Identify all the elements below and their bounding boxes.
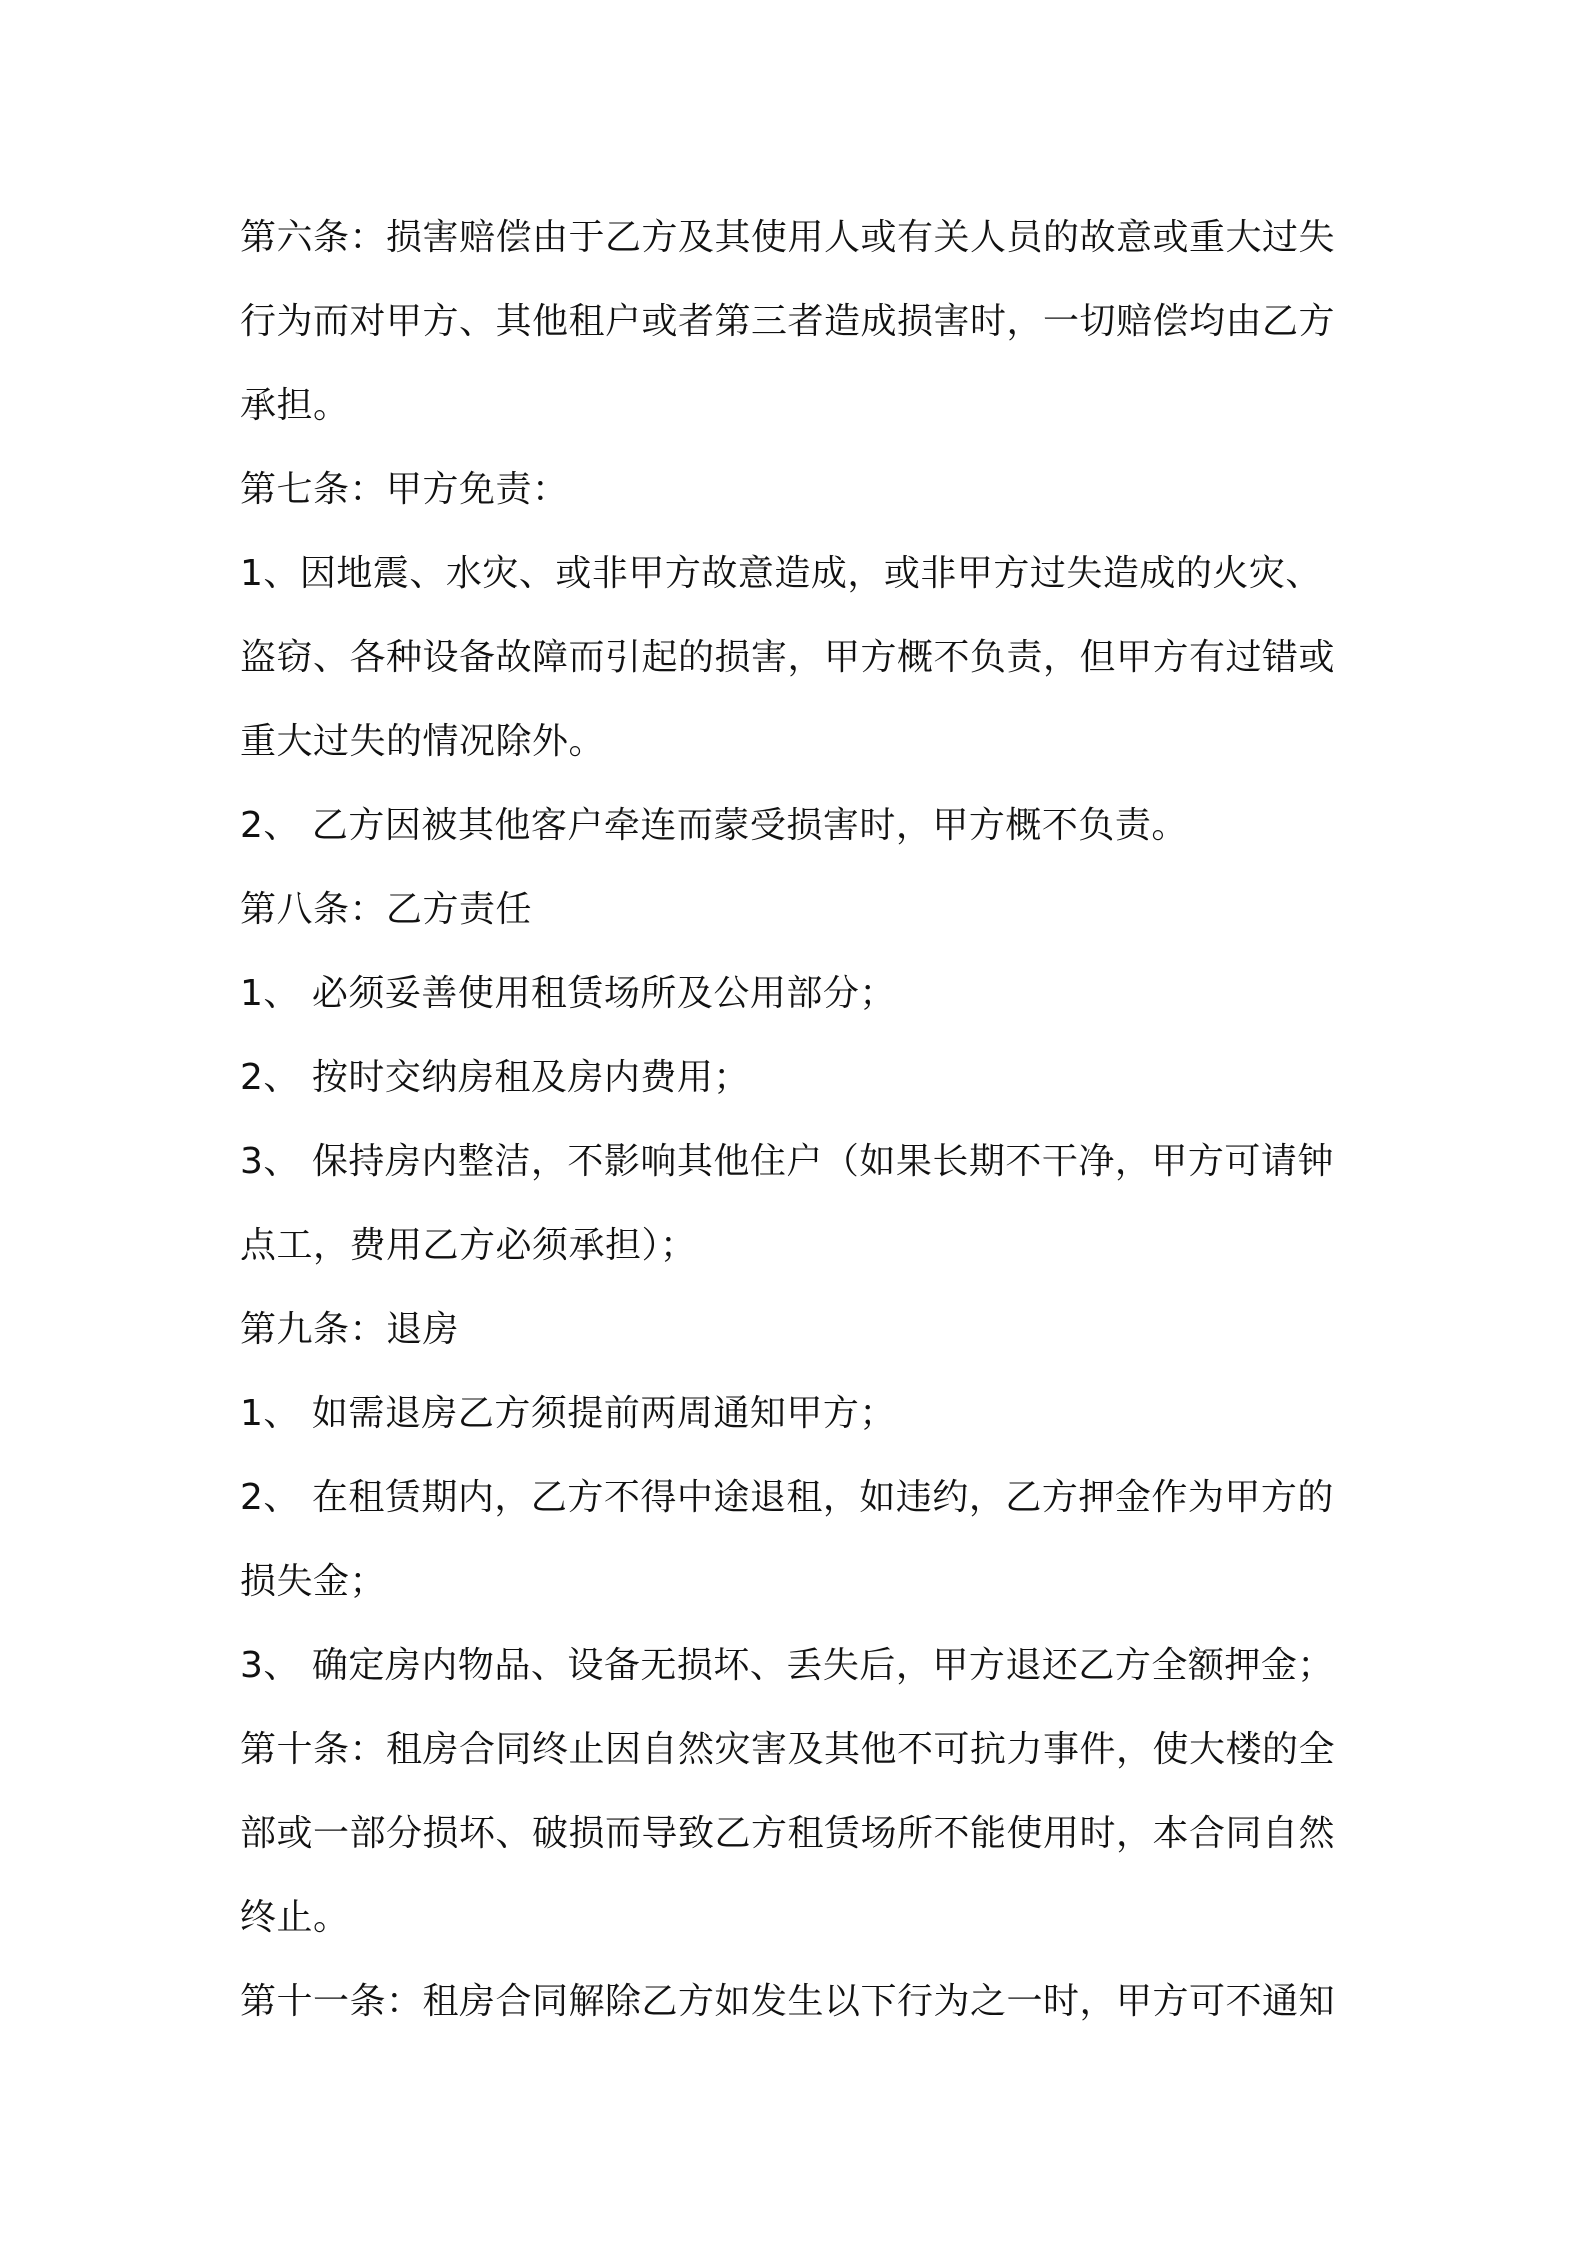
article-6-line-2: 行为而对甲方、其他租户或者第三者造成损害时，一切赔偿均由乙方 xyxy=(240,301,1336,342)
article-8-item-2: 2、 按时交纳房租及房内费用； xyxy=(240,1057,750,1098)
article-10-line-3: 终止。 xyxy=(240,1897,350,1938)
article-6-line-1: 第六条：损害赔偿由于乙方及其使用人或有关人员的故意或重大过失 xyxy=(240,217,1336,258)
article-6-line-3: 承担。 xyxy=(240,385,350,426)
article-10-line-2: 部或一部分损坏、破损而导致乙方租赁场所不能使用时，本合同自然 xyxy=(240,1813,1336,1854)
article-7-item-1-line-2: 盗窃、各种设备故障而引起的损害，甲方概不负责，但甲方有过错或 xyxy=(240,637,1336,678)
article-9-item-2-line-2: 损失金； xyxy=(240,1561,387,1602)
article-9-item-2-line-1: 2、 在租赁期内，乙方不得中途退租，如违约，乙方押金作为甲方的 xyxy=(240,1477,1334,1518)
article-7-item-2: 2、 乙方因被其他客户牵连而蒙受损害时，甲方概不负责。 xyxy=(240,805,1188,846)
article-8-item-3-line-1: 3、 保持房内整洁，不影响其他住户（如果长期不干净，甲方可请钟 xyxy=(240,1141,1334,1182)
article-9-item-1: 1、 如需退房乙方须提前两周通知甲方； xyxy=(240,1393,896,1434)
article-9-heading: 第九条：退房 xyxy=(240,1309,460,1350)
article-8-item-1: 1、 必须妥善使用租赁场所及公用部分； xyxy=(240,973,896,1014)
article-8-item-3-line-2: 点工，费用乙方必须承担）； xyxy=(240,1225,697,1266)
article-7-item-1-line-3: 重大过失的情况除外。 xyxy=(240,721,606,762)
article-10-line-1: 第十条：租房合同终止因自然灾害及其他不可抗力事件，使大楼的全 xyxy=(240,1729,1336,1770)
article-11-line-1: 第十一条：租房合同解除乙方如发生以下行为之一时，甲方可不通知 xyxy=(240,1981,1336,2022)
document-body xyxy=(240,196,1355,2044)
article-7-heading: 第七条：甲方免责： xyxy=(240,469,569,510)
article-8-heading: 第八条：乙方责任 xyxy=(240,889,533,930)
article-9-item-3: 3、 确定房内物品、设备无损坏、丢失后，甲方退还乙方全额押金； xyxy=(240,1645,1334,1686)
article-7-item-1-line-1: 1、因地震、水灾、或非甲方故意造成，或非甲方过失造成的火灾、 xyxy=(240,553,1322,594)
